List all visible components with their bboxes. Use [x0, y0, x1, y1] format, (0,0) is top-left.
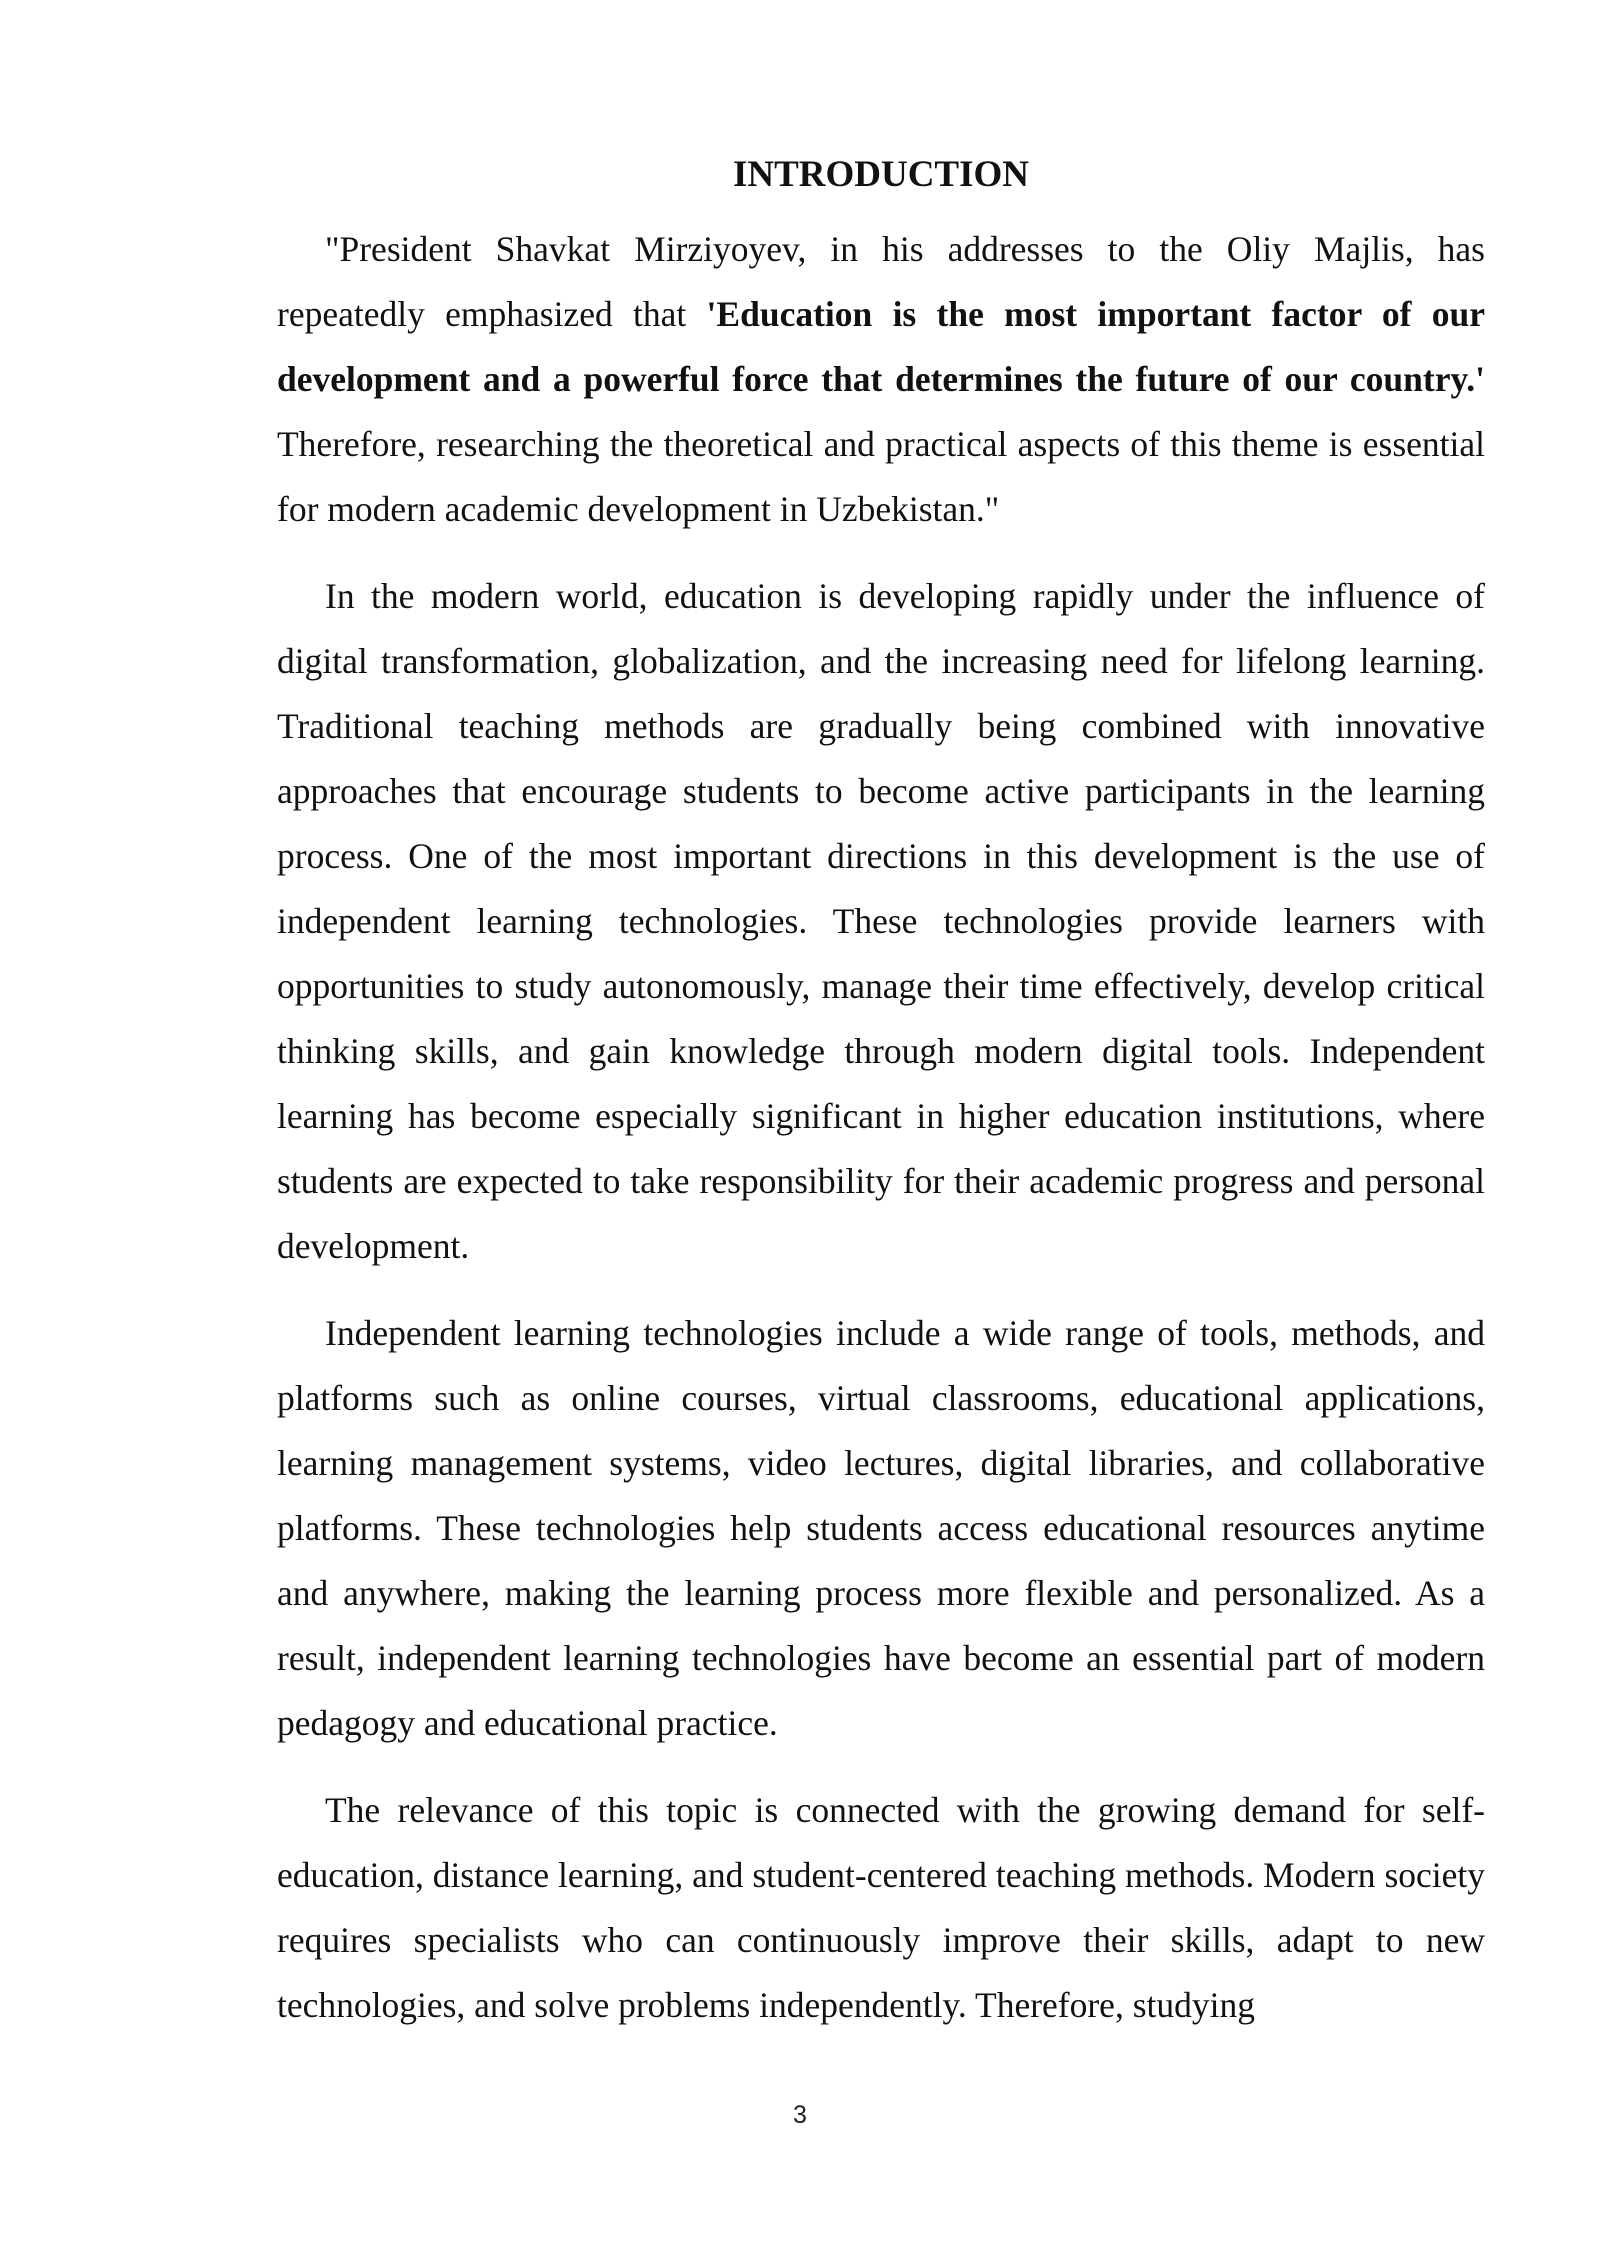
paragraph-4: The relevance of this topic is connected with the growing demand for self-education, distance learning, and student-centered teaching methods. Modern society requires specialists who can continuously improve their skills, adapt to new technologies, and solve problems independently. Therefore, studying — [277, 1790, 1485, 2025]
paragraph-1-intro: "President Shavkat Mirziyoyev, in his addresses to the Oliy Majlis, has repeatedly emphasized that — [277, 229, 1485, 334]
page-content — [277, 145, 1485, 2060]
paragraph-3: Independent learning technologies include a wide range of tools, methods, and platforms such as online courses, virtual classrooms, educational applications, learning management systems, video lectures, digital libraries, and collaborative platforms. These technologies help students access educational resources anytime and anywhere, making the learning process more flexible and personalized. As a result, independent learning technologies have become an essential part of modern pedagogy and educational practice. — [277, 1313, 1485, 1743]
paragraph-1-conclusion: Therefore, researching the theoretical and practical aspects of this theme is essential for modern academic development in Uzbekistan." — [277, 424, 1485, 529]
page-number: 3 — [793, 2101, 807, 2129]
section-heading: INTRODUCTION — [732, 154, 1030, 195]
paragraph-1 — [277, 217, 1485, 542]
paragraph-2: In the modern world, education is developing rapidly under the influence of digital transformation, globalization, and the increasing need for lifelong learning. Traditional teaching methods are gradually being combined with innovative approaches that encourage students to become active participants in the learning process. One of the most important directions in this development is the use of independent learning technologies. These technologies provide learners with opportunities to study autonomously, manage their time effectively, develop critical thinking skills, and gain knowledge through modern digital tools. Independent learning has become especially significant in higher education institutions, where students are expected to take responsibility for their academic progress and personal development. — [277, 576, 1485, 1266]
paragraph-1-quote: 'Education is the most important factor of our development and a powerful force that determines the future of our country.' — [277, 294, 1485, 399]
